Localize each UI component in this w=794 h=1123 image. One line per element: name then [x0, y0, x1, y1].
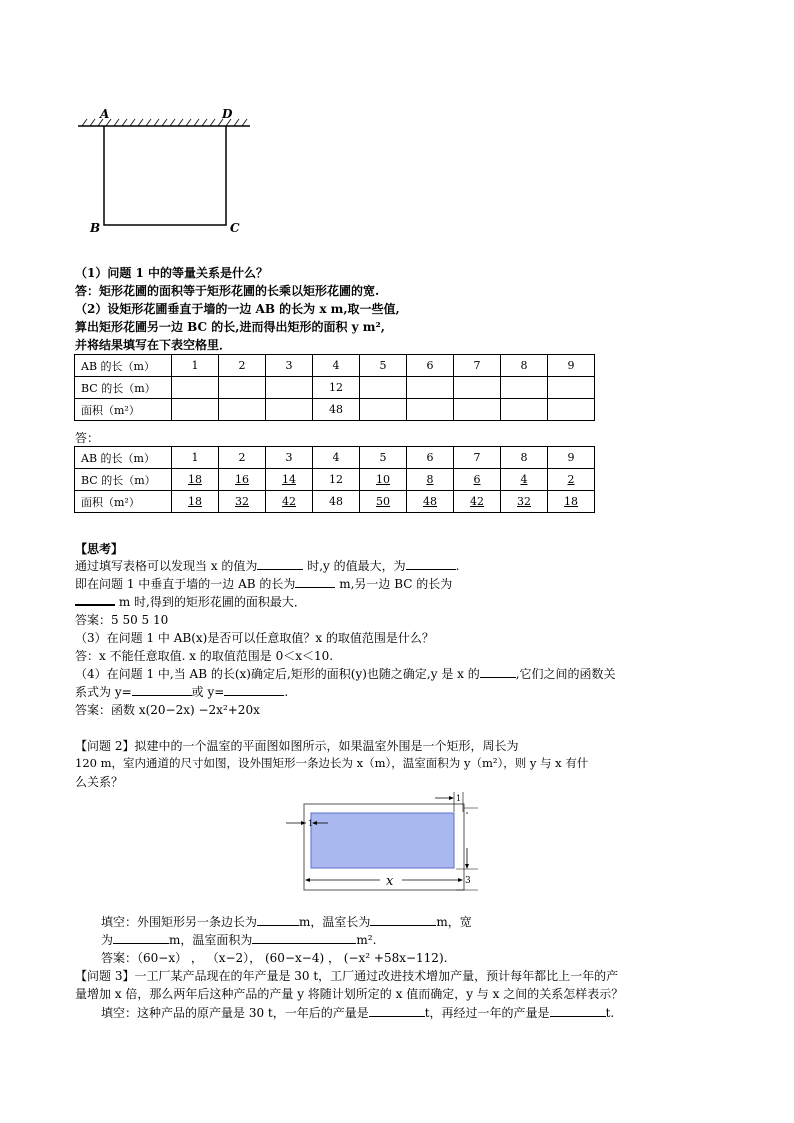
table-cell — [407, 377, 454, 399]
table-cell: 50 — [360, 491, 407, 513]
q4-line2-b: 或 y= — [191, 685, 225, 699]
blank-function — [480, 666, 516, 678]
fill3-b: t，再经过一年的产量是 — [424, 1006, 550, 1020]
blank-table — [74, 354, 595, 421]
wall-rectangle-figure — [70, 100, 270, 240]
blank-x-max — [257, 558, 303, 570]
q3-line2: 答：x 不能任意取值. x 的取值范围是 0＜x＜10. — [75, 649, 334, 663]
fill1-a: 填空：外围矩形另一条边长为 — [101, 915, 258, 929]
table-cell: 1 — [172, 355, 219, 377]
table-cell: 7 — [454, 447, 501, 469]
table-cell: 2 — [219, 447, 266, 469]
table-cell: 4 — [313, 447, 360, 469]
q2-line5: 并将结果填写在下表空格里． — [75, 338, 232, 352]
table-cell — [548, 377, 595, 399]
table-cell: 48 — [313, 399, 360, 421]
fill1-b: m，温室长为 — [299, 915, 371, 929]
fill1-c: m，宽 — [436, 915, 472, 929]
q4-line2 — [75, 683, 288, 700]
table-cell: 18 — [172, 469, 219, 491]
table-cell: 42 — [266, 491, 313, 513]
row-header: AB 的长（m） — [75, 355, 172, 377]
blank-bc-length — [75, 593, 115, 606]
think-line1-c: . — [455, 559, 460, 573]
problem2-line3: 么关系？ — [75, 775, 124, 789]
q4-line2-c: . — [284, 685, 289, 699]
blank-two-years — [550, 1005, 606, 1017]
table-cell — [172, 399, 219, 421]
blank-greenhouse-length — [370, 914, 436, 926]
q1-line1: （1）问题 1 中的等量关系是什么？ — [75, 266, 269, 280]
table-cell: 48 — [407, 491, 454, 513]
row-header: BC 的长（m） — [75, 377, 172, 399]
think-line3-b: m 时,得到的矩形花圃的面积最大． — [115, 595, 306, 609]
table-cell: 2 — [219, 355, 266, 377]
table-cell: 8 — [407, 469, 454, 491]
table-cell: 12 — [313, 469, 360, 491]
label-top-1: 1 — [456, 794, 462, 803]
table-row — [75, 447, 595, 469]
table-cell — [454, 377, 501, 399]
table-cell: 3 — [266, 447, 313, 469]
table-cell: 8 — [501, 355, 548, 377]
greenhouse-inner-area — [311, 813, 454, 868]
table-cell — [360, 399, 407, 421]
q4-line1 — [75, 665, 616, 682]
table-cell — [501, 399, 548, 421]
fill2-b: m，温室面积为 — [169, 933, 253, 947]
table-cell — [219, 377, 266, 399]
table-cell: 4 — [313, 355, 360, 377]
table-cell: 12 — [313, 377, 360, 399]
label-c: C — [230, 221, 240, 235]
table-cell — [266, 399, 313, 421]
table-row — [75, 469, 595, 491]
table-row — [75, 491, 595, 513]
q4-line2-a: 系式为 y= — [75, 685, 132, 699]
think-line2 — [75, 575, 452, 592]
table-cell — [501, 377, 548, 399]
table-cell: 6 — [454, 469, 501, 491]
table-row — [75, 399, 595, 421]
row-header: 面积（m²） — [75, 491, 172, 513]
row-header: AB 的长（m） — [75, 447, 172, 469]
think-answer: 答案：5 50 5 10 — [75, 613, 169, 627]
table-cell — [407, 399, 454, 421]
table-cell — [360, 377, 407, 399]
think-line2-a: 即在问题 1 中垂直于墙的一边 AB 的长为 — [75, 577, 296, 591]
problem2-line1: 【问题 2】拟建中的一个温室的平面图如图所示，如果温室外围是一个矩形，周长为 — [75, 739, 519, 753]
blank-expr2 — [224, 684, 284, 696]
fill3-c: t. — [605, 1006, 615, 1020]
fill2-a: 为 — [101, 933, 114, 947]
answer-table — [74, 446, 595, 513]
table-cell: 10 — [360, 469, 407, 491]
table-cell: 4 — [501, 469, 548, 491]
table-cell: 6 — [407, 447, 454, 469]
q2-line4: 算出矩形花圃另一边 BC 的长,进而得出矩形的面积 y m², — [75, 320, 385, 334]
problem3-fill — [101, 1004, 614, 1021]
problem2-fill1 — [101, 913, 472, 930]
q4-answer: 答案：函数 x(20−2x) −2x²+20x — [75, 703, 260, 717]
table-cell: 5 — [360, 447, 407, 469]
table-cell: 1 — [172, 447, 219, 469]
row-header: 面积（m²） — [75, 399, 172, 421]
table-cell: 8 — [501, 447, 548, 469]
blank-y-max — [406, 558, 456, 570]
q1-line2: 答：矩形花圃的面积等于矩形花圃的长乘以矩形花圃的宽. — [75, 284, 380, 298]
table-cell: 42 — [454, 491, 501, 513]
table-cell — [548, 399, 595, 421]
label-left-1: 1 — [308, 819, 314, 828]
greenhouse-figure — [280, 790, 480, 896]
table-cell: 3 — [266, 355, 313, 377]
answer-label: 答： — [75, 431, 100, 445]
think-title: 【思考】 — [75, 542, 124, 556]
problem2-answer: 答案：（60−x） ， （x−2）， (60−x−4) ， (−x² +58x−112). — [101, 951, 448, 965]
think-line2-b: m,另一边 BC 的长为 — [335, 577, 453, 591]
table-row — [75, 377, 595, 399]
q2-line3: （2）设矩形花圃垂直于墙的一边 AB 的长为 x m,取一些值, — [75, 302, 400, 316]
problem2-line2: 120 m，室内通道的尺寸如图，设外围矩形一条边长为 x（m），温室面积为 y（m²），则 y 与 x 有什 — [75, 756, 589, 770]
label-b: B — [90, 221, 101, 235]
blank-greenhouse-area — [252, 932, 356, 944]
label-d: D — [222, 107, 233, 121]
table-cell: 32 — [219, 491, 266, 513]
table-cell: 7 — [454, 355, 501, 377]
table-cell: 2 — [548, 469, 595, 491]
table-cell — [266, 377, 313, 399]
q4-line1-b: ,它们之间的函数关 — [515, 667, 616, 681]
q4-line1-a: （4）在问题 1 中,当 AB 的长(x)确定后,矩形的面积(y)也随之确定,y 是 x 的 — [75, 667, 480, 681]
problem2-fill2 — [101, 931, 376, 948]
problem3-line1: 【问题 3】一工厂某产品现在的年产量是 30 t，工厂通过改进技术增加产量，预计每年都比上一年的产 — [75, 969, 619, 983]
fill2-c: m². — [356, 933, 377, 947]
think-line1-a: 通过填写表格可以发现当 x 的值为 — [75, 559, 258, 573]
think-line1-b: 时,y 的值最大，为 — [303, 559, 406, 573]
table-cell — [219, 399, 266, 421]
table-cell: 48 — [313, 491, 360, 513]
table-cell: 32 — [501, 491, 548, 513]
blank-one-year — [369, 1005, 425, 1017]
table-cell: 5 — [360, 355, 407, 377]
blank-other-side — [257, 914, 299, 926]
table-cell — [172, 377, 219, 399]
table-cell: 6 — [407, 355, 454, 377]
table-cell: 18 — [548, 491, 595, 513]
table-cell: 14 — [266, 469, 313, 491]
blank-greenhouse-width — [113, 932, 169, 944]
table-cell: 16 — [219, 469, 266, 491]
label-a: A — [100, 107, 110, 121]
label-x: x — [386, 874, 394, 889]
table-cell: 9 — [548, 355, 595, 377]
blank-expr1 — [132, 684, 192, 696]
label-3: 3 — [465, 876, 471, 886]
table-cell: 18 — [172, 491, 219, 513]
think-line1 — [75, 557, 459, 574]
think-line3 — [75, 593, 306, 610]
fill3-a: 填空：这种产品的原产量是 30 t，一年后的产量是 — [101, 1006, 369, 1020]
table-row — [75, 355, 595, 377]
row-header: BC 的长（m） — [75, 469, 172, 491]
q3-line1: （3）在问题 1 中 AB(x)是否可以任意取值？x 的取值范围是什么？ — [75, 631, 434, 645]
problem3-line2: 量增加 x 倍，那么两年后这种产品的产量 y 将随计划所定的 x 值而确定，y 与 x 之间的关系怎样表示？ — [75, 987, 624, 1001]
table-cell: 9 — [548, 447, 595, 469]
table-cell — [454, 399, 501, 421]
blank-ab-length — [295, 576, 335, 588]
